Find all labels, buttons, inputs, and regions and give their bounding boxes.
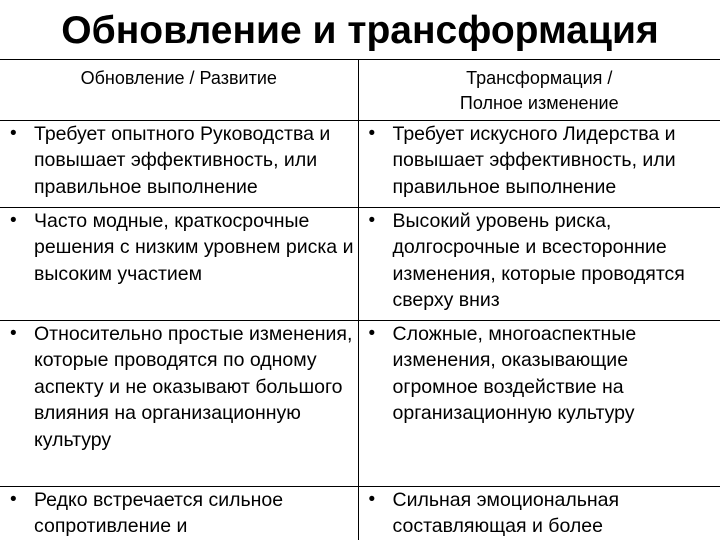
- bullet-icon: •: [10, 122, 17, 144]
- table-row: [0, 207, 720, 320]
- cell-text: Редко встречается сильное сопротивление и: [34, 488, 284, 537]
- cell-text: Высокий уровень риска, долгосрочные и всесторонние изменения, которые проводятся сверху вниз: [392, 209, 685, 311]
- bullet-icon: •: [368, 122, 376, 144]
- cell-text: Часто модные, краткосрочные решения с низким уровнем риска и высоким участием: [34, 209, 354, 285]
- table-row: [0, 486, 720, 540]
- cell-text: Сложные, многоаспектные изменения, оказывающие огромное воздействие на организационную культуру: [392, 322, 637, 424]
- table-cell: [358, 120, 720, 207]
- column-header-label: Трансформация / Полное изменение: [459, 68, 619, 113]
- bullet-icon: •: [368, 488, 376, 510]
- cell-text: Сильная эмоциональная составляющая и более: [392, 488, 620, 537]
- bullet-icon: •: [368, 209, 376, 231]
- column-header-update: [0, 60, 358, 120]
- table-cell: [358, 486, 720, 540]
- table-row: [0, 320, 720, 486]
- table-cell: [0, 320, 358, 486]
- column-header-label: Обновление / Развитие: [80, 68, 277, 88]
- column-header-transformation: [358, 60, 720, 120]
- page-title: Обновление и трансформация: [61, 9, 659, 52]
- comparison-table: [0, 59, 720, 540]
- table-cell: [0, 207, 358, 320]
- bullet-icon: •: [10, 488, 17, 510]
- table-header-row: [0, 60, 720, 120]
- table-cell: [358, 320, 720, 486]
- cell-text: Требует опытного Руководства и повышает эффективность, или правильное выполнение: [34, 122, 331, 198]
- bullet-icon: •: [368, 322, 376, 344]
- table-cell: [0, 486, 358, 540]
- table-cell: [358, 207, 720, 320]
- table-row: [0, 120, 720, 207]
- bullet-icon: •: [10, 322, 17, 344]
- cell-text: Относительно простые изменения, которые проводятся по одному аспекту и не оказывают большого влияния на организационную культуру: [34, 322, 353, 451]
- cell-text: Требует искусного Лидерства и повышает эффективность, или правильное выполнение: [392, 122, 676, 198]
- table-cell: [0, 120, 358, 207]
- bullet-icon: •: [10, 209, 17, 231]
